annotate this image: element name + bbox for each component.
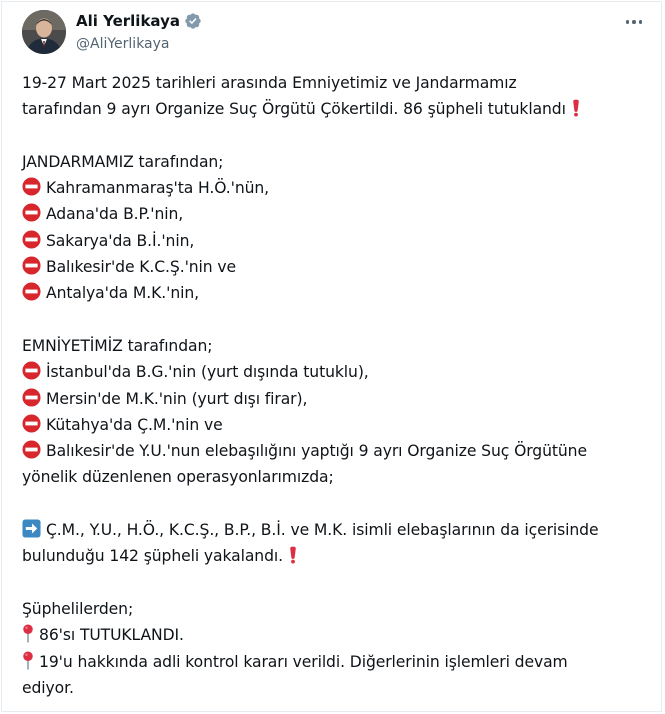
summary-line-2-text: bulunduğu 142 şüpheli yakalandı. — [22, 547, 283, 566]
emniyet-item — [22, 438, 652, 464]
no-entry-icon — [22, 388, 41, 407]
judicial-line-1-text: 19'u hakkında adli kontrol kararı verildi. Diğerlerinin işlemleri devam — [39, 652, 568, 671]
summary-line-1-text: Ç.M., Y.U., H.Ö., K.C.Ş., B.P., B.İ. ve M.K. isimli elebaşlarının da içerisinde — [46, 521, 599, 540]
emniyet-item — [22, 412, 652, 438]
summary-line-2 — [22, 543, 652, 569]
verified-badge-icon — [184, 12, 202, 30]
judicial-line-2: ediyor. — [22, 678, 74, 697]
no-entry-icon — [22, 177, 41, 196]
avatar[interactable] — [22, 10, 66, 54]
no-entry-icon — [22, 361, 41, 380]
no-entry-icon — [22, 230, 41, 249]
emniyet-item-text: İstanbul'da B.G.'nin (yurt dışında tutuklu), — [46, 363, 369, 382]
emniyet-continuation: yönelik düzenlenen operasyonlarımızda; — [22, 468, 334, 487]
suspects-header: Şüphelilerden; — [22, 599, 134, 618]
exclamation-icon — [289, 546, 297, 564]
jandarma-item-text: Kahramanmaraş'ta H.Ö.'nün, — [46, 179, 270, 198]
no-entry-icon — [22, 440, 41, 459]
intro-line-1: 19-27 Mart 2025 tarihleri arasında Emniyetimiz ve Jandarmamız — [22, 74, 517, 92]
jandarma-item-text: Sakarya'da B.İ.'nin, — [46, 231, 195, 250]
jandarma-item-text: Antalya'da M.K.'nin, — [46, 284, 199, 303]
intro-line-2-text: tarafından 9 ayrı Organize Suç Örgütü Çökertildi. 86 şüpheli tutuklandı — [22, 100, 566, 119]
post-body — [22, 70, 652, 701]
arrested-line-text: 86'sı TUTUKLANDI. — [39, 626, 184, 645]
jandarma-item — [22, 201, 652, 227]
jandarma-item — [22, 175, 652, 201]
round-pushpin-icon — [22, 624, 34, 643]
more-options-icon[interactable] — [620, 12, 648, 32]
jandarma-item-text: Balıkesir'de K.C.Ş.'nin ve — [46, 258, 237, 277]
emniyet-item — [22, 359, 652, 385]
no-entry-icon — [22, 282, 41, 301]
judicial-line-1 — [22, 649, 652, 675]
intro-line-2 — [22, 96, 652, 122]
jandarma-item — [22, 228, 652, 254]
no-entry-icon — [22, 203, 41, 222]
no-entry-icon — [22, 414, 41, 433]
emniyet-item-text: Balıkesir'de Y.U.'nun elebaşılığını yaptığı 9 ayrı Organize Suç Örgütüne — [46, 442, 587, 461]
author-handle[interactable]: @AliYerlikaya — [76, 36, 170, 52]
jandarma-item-text: Adana'da B.P.'nin, — [46, 205, 184, 224]
jandarma-item — [22, 254, 652, 280]
emniyet-item-text: Mersin'de M.K.'nin (yurt dışı firar), — [46, 389, 308, 408]
summary-line-1 — [22, 517, 652, 543]
emniyet-header: EMNİYETİMİZ tarafından; — [22, 336, 213, 355]
author-name[interactable]: Ali Yerlikaya — [76, 12, 180, 30]
no-entry-icon — [22, 256, 41, 275]
emniyet-item — [22, 386, 652, 412]
exclamation-icon — [572, 99, 580, 117]
author-name-row[interactable] — [76, 12, 202, 30]
jandarma-item — [22, 280, 652, 306]
emniyet-item-text: Kütahya'da Ç.M.'nin ve — [46, 415, 223, 434]
right-arrow-icon — [22, 519, 41, 538]
arrested-line — [22, 622, 652, 648]
round-pushpin-icon — [22, 651, 34, 670]
jandarma-header: JANDARMAMIZ tarafından; — [22, 152, 224, 171]
